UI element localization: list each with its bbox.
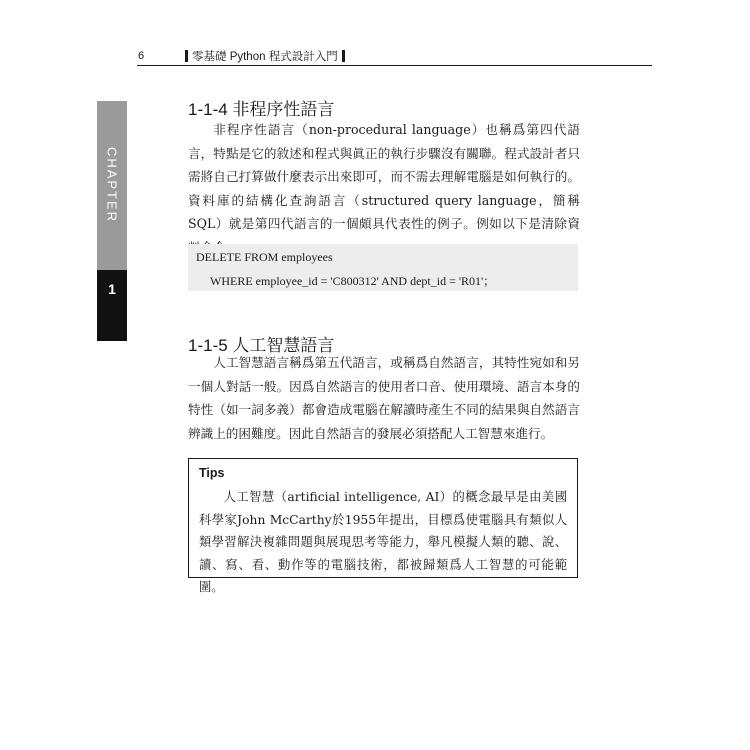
header-rule [137, 65, 652, 66]
code-block [188, 244, 578, 291]
section-title-1-1-5: 1-1-5 人工智慧語言 [188, 336, 335, 355]
tips-title: Tips [199, 466, 225, 480]
page-number: 6 [138, 50, 145, 62]
chapter-label: CHAPTER [104, 146, 120, 224]
running-header [185, 48, 345, 64]
running-title: 零基礎 Python 程式設計入門 [192, 51, 338, 63]
header-left-bar [185, 50, 188, 62]
tips-box [188, 458, 578, 594]
code-line-1: DELETE FROM employees [196, 250, 333, 264]
section-title-1-1-4: 1-1-4 非程序性語言 [188, 100, 335, 119]
header-right-bar [342, 50, 345, 62]
section-paragraph-1-1-4: 非程序性語言（non-procedural language）也稱爲第四代語言，特點是它的敘述和程式與眞正的執行步驟沒有關聯。程式設計者只需將自己打算做什麼表示出來即可，而不需去理解電腦是如何執行的。資料庫的結構化查詢語言（structured query language，簡稱SQL）就是第四代語言的一個頗具代表性的例子。例如以下是清除資 [188, 122, 580, 231]
chapter-tab [97, 101, 127, 341]
section-paragraph-1-1-5: 人工智慧語言稱爲第五代語言，或稱爲自然語言，其特性宛如和另一個人對話一般。因爲自然語言的使用者口音、使用環境、語言本身的特性（如一詞多義）都會造成電腦在解讀時產生不同的結果與自然語言辨識上的困難度。因此自然語言的發展必須搭配人工智慧來進行。 [188, 355, 580, 441]
code-line-2: WHERE employee_id = 'C800312' AND dept_id = 'R01'； [210, 274, 496, 288]
chapter-number: 1 [108, 281, 116, 297]
tips-text: 人工智慧（artificial intelligence, AI）的概念最早是由美國科學家John McCarthy於1955年提出，目標爲使電腦具有類似人類學習解決複雜問題與展現思考等能力，舉凡模擬人類的聽、說、讀、寫、看、動作等的電腦技術，都被歸類爲人工智慧的可能範圍。 [199, 490, 567, 594]
